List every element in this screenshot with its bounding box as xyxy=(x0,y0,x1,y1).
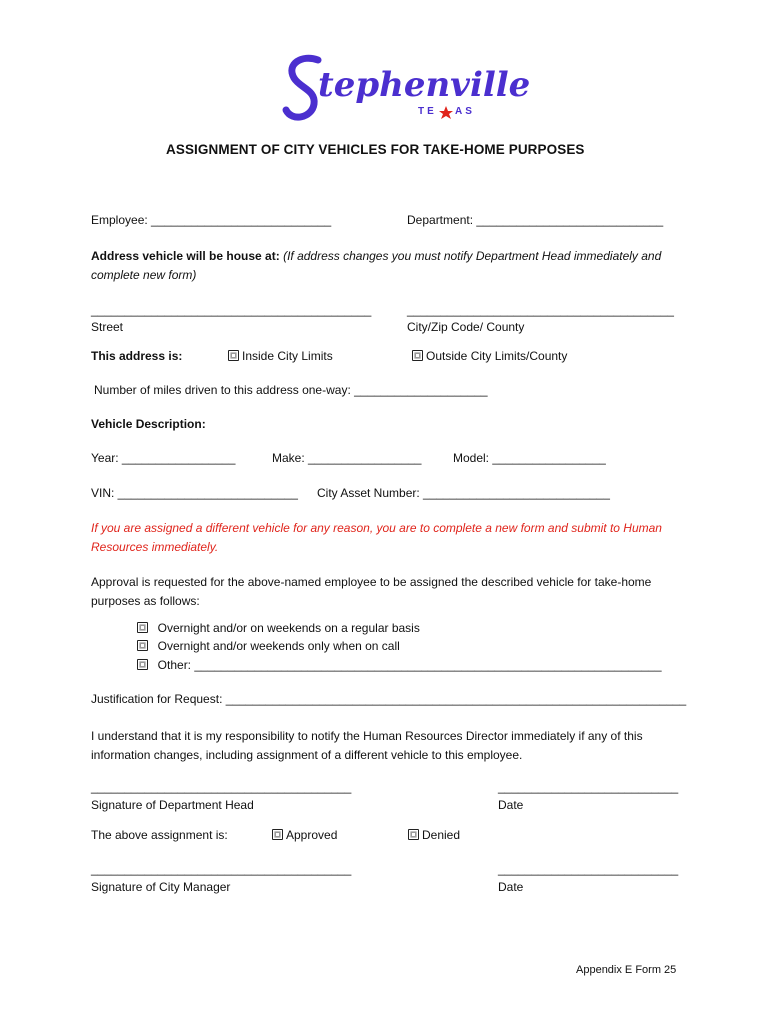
stephenville-logo xyxy=(280,50,531,130)
city-label: City/Zip Code/ County xyxy=(407,320,525,334)
checkbox-icon[interactable] xyxy=(272,829,283,840)
logo-graphic xyxy=(280,50,531,130)
assignment-label: The above assignment is: xyxy=(91,828,228,842)
checkbox-icon[interactable] xyxy=(137,659,148,670)
city-line[interactable]: ________________________________________ xyxy=(407,303,674,317)
denied-option[interactable]: Denied xyxy=(408,828,460,843)
option-other[interactable]: Other: ______________________________________________________________________ xyxy=(137,658,662,673)
svg-text:TE: TE xyxy=(418,106,437,117)
inside-city-option[interactable]: Inside City Limits xyxy=(228,349,333,364)
approved-option[interactable]: Approved xyxy=(272,828,337,843)
checkbox-icon[interactable] xyxy=(408,829,419,840)
checkbox-icon[interactable] xyxy=(228,350,239,361)
checkbox-icon[interactable] xyxy=(137,622,148,633)
this-address-label: This address is: xyxy=(91,349,183,363)
street-label: Street xyxy=(91,320,124,334)
logo-wordmark: tephenville xyxy=(318,65,531,105)
option-regular-basis[interactable]: Overnight and/or on weekends on a regular basis xyxy=(137,621,420,636)
outside-city-option[interactable]: Outside City Limits/County xyxy=(412,349,567,364)
address-note: (If address changes you must notify Department Head immediately and complete new form) xyxy=(91,249,662,282)
year-field[interactable]: Year: _________________ xyxy=(91,451,236,465)
justification-field[interactable]: Justification for Request: _____________________________________________________________________ xyxy=(91,692,687,706)
model-field[interactable]: Model: _________________ xyxy=(453,451,606,465)
vin-field[interactable]: VIN: ___________________________ xyxy=(91,486,298,500)
approval-text: Approval is requested for the above-named employee to be assigned the described vehicle for take-home purposes as follows: xyxy=(91,575,652,608)
footer-form-number: Appendix E Form 25 xyxy=(576,964,677,976)
miles-field[interactable]: Number of miles driven to this address one-way: ____________________ xyxy=(94,383,488,397)
city-manager-date-label: Date xyxy=(498,880,524,894)
employee-field[interactable]: Employee: ___________________________ xyxy=(91,213,332,227)
make-field[interactable]: Make: _________________ xyxy=(272,451,422,465)
dept-head-signature-line[interactable]: _______________________________________ xyxy=(91,780,352,794)
checkbox-icon[interactable] xyxy=(137,640,148,651)
option-on-call[interactable]: Overnight and/or weekends only when on call xyxy=(137,639,400,654)
star-icon xyxy=(439,106,453,119)
form-title: ASSIGNMENT OF CITY VEHICLES FOR TAKE-HOME PURPOSES xyxy=(166,142,585,157)
city-manager-signature-label: Signature of City Manager xyxy=(91,880,231,894)
street-line[interactable]: __________________________________________ xyxy=(91,303,372,317)
checkbox-icon[interactable] xyxy=(412,350,423,361)
department-field[interactable]: Department: ____________________________ xyxy=(407,213,664,227)
dept-head-signature-label: Signature of Department Head xyxy=(91,798,254,812)
dept-head-date-line[interactable]: ___________________________ xyxy=(498,780,679,794)
address-label: Address vehicle will be house at: xyxy=(91,249,280,263)
vehicle-description-label: Vehicle Description: xyxy=(91,417,206,431)
logo-subtitle xyxy=(418,106,475,119)
dept-head-date-label: Date xyxy=(498,798,524,812)
reassignment-warning: If you are assigned a different vehicle for any reason, you are to complete a new form and submit to Human Resources immediately. xyxy=(91,521,662,554)
svg-text:AS: AS xyxy=(455,106,475,117)
address-instructions xyxy=(91,247,691,285)
city-manager-date-line[interactable]: ___________________________ xyxy=(498,862,679,876)
understand-statement: I understand that it is my responsibility to notify the Human Resources Director immediately if any of this information changes, including assignment of a different vehicle to this employee. xyxy=(91,729,643,762)
asset-number-field[interactable]: City Asset Number: ____________________________ xyxy=(317,486,610,500)
city-manager-signature-line[interactable]: _______________________________________ xyxy=(91,862,352,876)
